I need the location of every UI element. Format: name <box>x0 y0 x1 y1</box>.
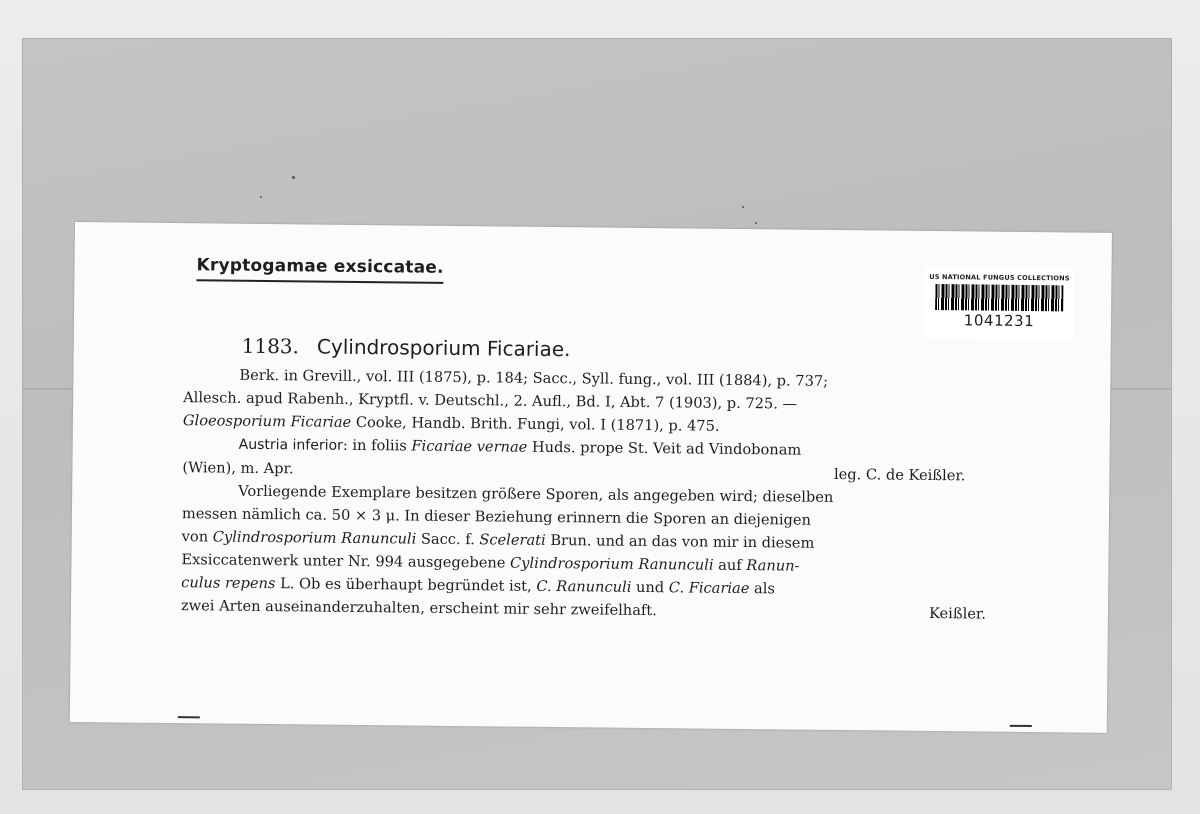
note-text: und <box>631 578 669 597</box>
synonym-name: Gloeosporium Ficariae <box>182 412 352 431</box>
taxon-name: C. Ranunculi <box>536 577 632 596</box>
taxon-name: culus repens <box>181 574 276 593</box>
specimen-speck <box>742 206 744 208</box>
citation-line: Allesch. apud Rabenh., Kryptfl. v. Deutschl., 2. Aufl., Bd. I, Abt. 7 (1903), p. 725. — <box>183 389 798 413</box>
locality-sep: : in foliis <box>342 436 412 455</box>
taxon-name: Scelerati <box>479 531 546 549</box>
locality-region: Austria inferior <box>238 436 343 454</box>
specimen-speck <box>260 196 262 198</box>
host-name: Ficariae vernae <box>411 437 528 456</box>
barcode-institution: US NATIONAL FUNGUS COLLECTIONS <box>929 272 1070 283</box>
specimen-number: 1183. <box>241 333 300 359</box>
note-text: zwei Arten auseinanderzuhalten, erscheint mir sehr zweifelhaft. <box>180 597 657 620</box>
taxon-name: Ranun- <box>746 557 800 575</box>
specimen-label <box>70 222 1112 733</box>
note-text: von <box>181 528 213 546</box>
note-line: Vorliegende Exemplare besitzen größere Sporen, als angegeben wird; dieselben <box>238 482 834 506</box>
locality-place: Huds. prope St. Veit ad Vindobonam <box>527 438 802 459</box>
taxon-name: Cylindrosporium Ranunculi <box>212 528 417 548</box>
label-header: Kryptogamae exsiccatae. <box>196 255 443 284</box>
collector: leg. C. de Keißler. <box>833 465 966 485</box>
citation-line: Berk. in Grevill., vol. III (1875), p. 184; Sacc., Syll. fung., vol. III (1884), p. 737; <box>239 366 829 390</box>
label-body <box>181 363 999 626</box>
locality-date: (Wien), m. Apr. <box>182 459 294 478</box>
synonym-reference: Cooke, Handb. Brith. Fungi, vol. I (1871), p. 475. <box>351 413 720 435</box>
taxon-name: Cylindrosporium Ranunculi <box>509 554 714 574</box>
note-text: Sacc. f. <box>416 530 480 549</box>
crop-mark <box>1010 725 1032 727</box>
specimen-speck <box>292 176 295 179</box>
note-text: Brun. und an das von mir in diesem <box>545 531 815 552</box>
specimen-speck <box>755 222 757 224</box>
specimen-title <box>242 334 571 361</box>
taxon-name: C. Ficariae <box>668 579 750 598</box>
crop-mark <box>178 716 200 718</box>
barcode-sticker <box>924 267 1075 341</box>
note-text: Exsiccatenwerk unter Nr. 994 ausgegebene <box>181 551 511 572</box>
note-line: messen nämlich ca. 50 ⨯ 3 μ. In dieser Beziehung erinnern die Sporen an diejenigen <box>181 505 812 529</box>
barcode-number: 1041231 <box>963 311 1035 331</box>
note-text: L. Ob es überhaupt begründet ist, <box>275 575 537 595</box>
note-author: Keißler. <box>928 604 987 623</box>
note-text: als <box>749 580 776 598</box>
note-text: auf <box>713 556 747 575</box>
barcode-bars <box>935 284 1063 311</box>
specimen-name: Cylindrosporium Ficariae. <box>316 334 571 362</box>
